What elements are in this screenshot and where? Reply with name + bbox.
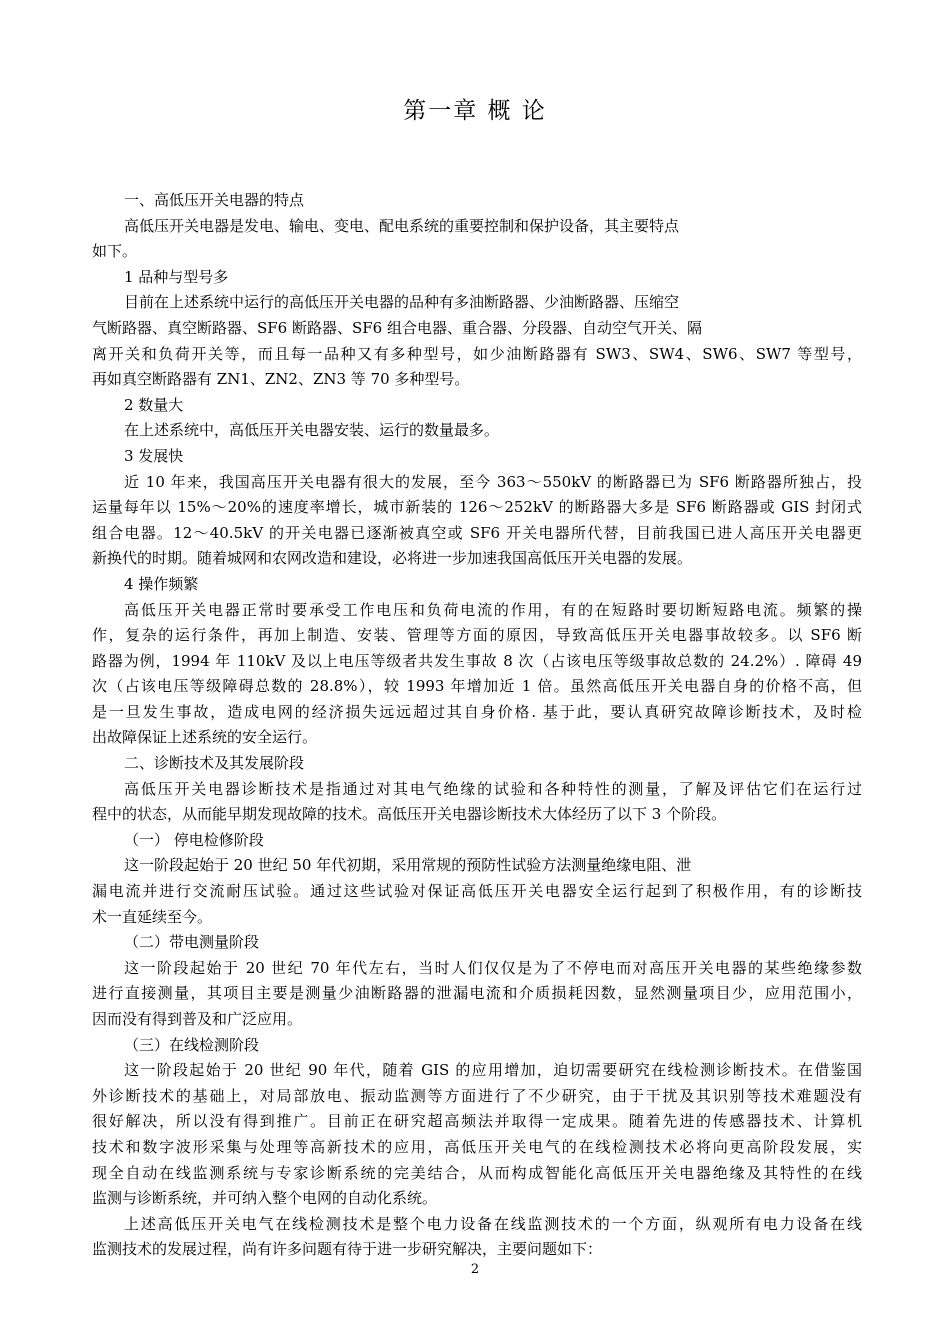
text-line: 2 数量大 bbox=[124, 395, 184, 414]
text-line: 作，复杂的运行条件，再加上制造、安装、管理等方面的原因，导致高低压开关电器事故较多。以 SF6 断 bbox=[92, 626, 862, 645]
text-line: （二）带电测量阶段 bbox=[124, 933, 260, 952]
text-line: 近 10 年来，我国高压开关电器有很大的发展，至今 363～550kV 的断路器已为 SF6 断路器所独占，投 bbox=[124, 472, 862, 491]
text-line: 进行直接测量，其项目主要是测量少油断路器的泄漏电流和介质损耗因数，显然测量项目少，应用范围小， bbox=[92, 984, 862, 1003]
text-line: 次（占该电压等级障碍总数的 28.8%），较 1993 年增加近 1 倍。虽然高低压开关电器自身的价格不高，但 bbox=[92, 677, 862, 696]
text-line: 路器为例，1994 年 110kV 及以上电压等级者共发生事故 8 次（占该电压等级事故总数的 24.2%）. 障碍 49 bbox=[92, 651, 862, 670]
text-line: 很好解决，所以没有得到推广。目前正在研究超高频法并取得一定成果。随着先进的传感器技术、计算机 bbox=[92, 1112, 862, 1131]
text-line: 这一阶段起始于 20 世纪 90 年代，随着 GIS 的应用增加，迫切需要研究在线检测诊断技术。在借鉴国 bbox=[124, 1061, 862, 1080]
text-line: 二、诊断技术及其发展阶段 bbox=[124, 754, 305, 773]
text-line: 3 发展快 bbox=[124, 446, 184, 465]
text-line: 上述高低压开关电气在线检测技术是整个电力设备在线监测技术的一个方面，纵观所有电力设备在线 bbox=[124, 1214, 862, 1233]
text-line: 离开关和负荷开关等，而且每一品种又有多种型号，如少油断路器有 SW3、SW4、SW6、SW7 等型号， bbox=[92, 344, 862, 363]
text-line: 是一旦发生事故，造成电网的经济损失远远超过其自身价格. 基于此，要认真研究故障诊断技术，及时检 bbox=[92, 702, 862, 721]
text-line: 运量每年以 15%～20%的速度率增长，城市新装的 126～252kV 的断路器大多是 SF6 断路器或 GIS 封闭式 bbox=[92, 498, 862, 517]
chapter-title: 第一章 概 论 bbox=[403, 98, 547, 124]
text-line: 目前在上述系统中运行的高低压开关电器的品种有多油断路器、少油断路器、压缩空 bbox=[124, 293, 680, 312]
text-line: 再如真空断路器有 ZN1、ZN2、ZN3 等 70 多种型号。 bbox=[92, 370, 470, 389]
text-line: 如下。 bbox=[92, 242, 138, 261]
text-line: 技术和数字波形采集与处理等高新技术的应用，高低压开关电气的在线检测技术必将向更高阶段发展，实 bbox=[92, 1137, 862, 1156]
text-line: 现全自动在线监测系统与专家诊断系统的完美结合，从而构成智能化高低压开关电器绝缘及其特性的在线 bbox=[92, 1163, 862, 1182]
text-line: 一、高低压开关电器的特点 bbox=[124, 191, 305, 209]
text-line: 术一直延续至今。 bbox=[92, 907, 213, 926]
text-line: 1 品种与型号多 bbox=[124, 267, 229, 286]
text-line: 高低压开关电器正常时要承受工作电压和负荷电流的作用，有的在短路时要切断短路电流。频繁的操 bbox=[124, 600, 862, 619]
text-line: （三）在线检测阶段 bbox=[124, 1035, 260, 1054]
text-line: 组合电器。12～40.5kV 的开关电器已逐渐被真空或 SF6 开关电器所代替，目前我国已进人高压开关电器更 bbox=[92, 523, 862, 542]
text-line: （一） 停电检修阶段 bbox=[124, 830, 264, 849]
text-line: 新换代的时期。随着城网和农网改造和建设，必将进一步加速我国高低压开关电器的发展。 bbox=[92, 549, 693, 568]
body-text bbox=[92, 188, 862, 1263]
text-line: 这一阶段起始于 20 世纪 70 年代左右，当时人们仅仅是为了不停电而对高压开关电器的某些绝缘参数 bbox=[124, 958, 862, 977]
text-line: 因而没有得到普及和广泛应用。 bbox=[92, 1010, 303, 1028]
text-line: 高低压开关电器诊断技术是指通过对其电气绝缘的试验和各种特性的测量，了解及评估它们在运行过 bbox=[124, 779, 862, 798]
text-line: 监测与诊断系统，并可纳入整个电网的自动化系统。 bbox=[92, 1189, 438, 1208]
text-line: 这一阶段起始于 20 世纪 50 年代初期，采用常规的预防性试验方法测量绝缘电阻、泄 bbox=[124, 856, 692, 875]
page-number: 2 bbox=[470, 1262, 480, 1277]
text-line: 高低压开关电器是发电、输电、变电、配电系统的重要控制和保护设备，其主要特点 bbox=[124, 216, 680, 235]
text-line: 程中的状态，从而能早期发现故障的技术。高低压开关电器诊断技术大体经历了以下 3 个阶段。 bbox=[92, 805, 727, 824]
text-line: 4 操作频繁 bbox=[124, 574, 199, 593]
text-line: 漏电流并进行交流耐压试验。通过这些试验对保证高低压开关电器安全运行起到了积极作用，有的诊断技 bbox=[92, 882, 862, 901]
text-line: 在上述系统中，高低压开关电器安装、运行的数量最多。 bbox=[124, 421, 500, 440]
text-line: 监测技术的发展过程，尚有许多问题有待于进一步研究解决，主要问题如下： bbox=[92, 1240, 603, 1259]
text-line: 气断路器、真空断路器、SF6 断路器、SF6 组合电器、重合器、分段器、自动空气开关、隔 bbox=[92, 318, 702, 337]
text-line: 出故障保证上述系统的安全运行。 bbox=[92, 728, 318, 747]
text-line: 外诊断技术的基础上，对局部放电、振动监测等方面进行了不少研究，由于干扰及其识别等技术难题没有 bbox=[92, 1086, 862, 1105]
